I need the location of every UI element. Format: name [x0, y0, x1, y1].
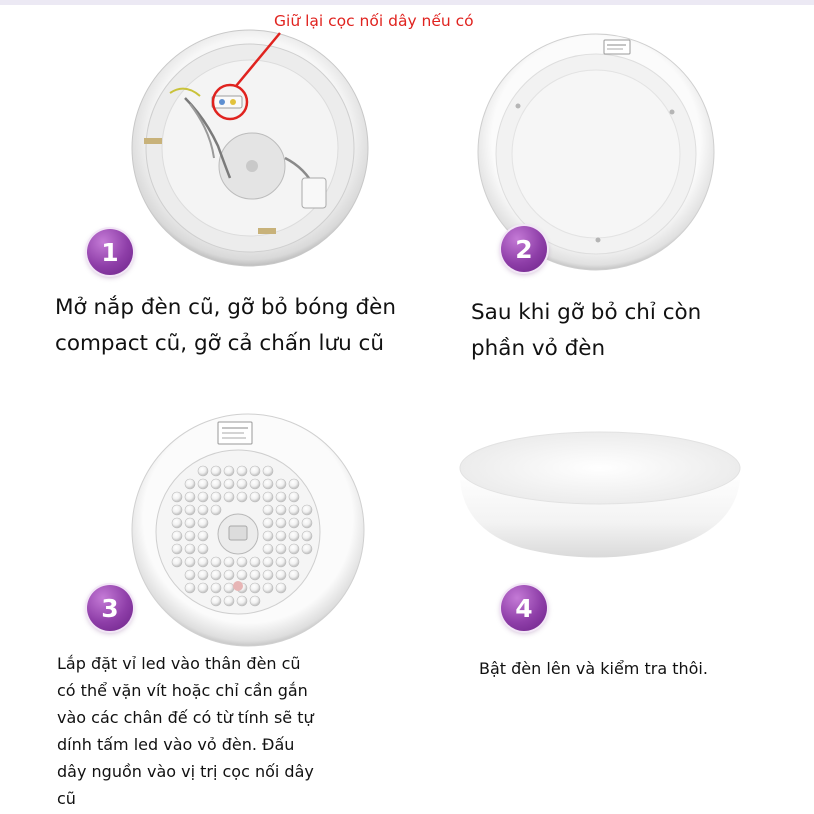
led-chip [302, 544, 312, 554]
led-chip [302, 518, 312, 528]
led-chip [172, 557, 182, 567]
step-3-line-4: dính tấm led vào vỏ đèn. Đấu [57, 735, 295, 754]
led-chip [185, 531, 195, 541]
led-chip [263, 531, 273, 541]
led-chip [185, 492, 195, 502]
led-chip [224, 479, 234, 489]
led-chip [276, 544, 286, 554]
led-chip [250, 583, 260, 593]
led-chip [211, 557, 221, 567]
led-chip [198, 479, 208, 489]
led-chip [250, 570, 260, 580]
led-chip [276, 518, 286, 528]
led-chip [185, 570, 195, 580]
step-2-line-1: Sau khi gỡ bỏ chỉ còn [471, 300, 702, 325]
led-chip [198, 492, 208, 502]
old-lamp-opened-image [130, 18, 380, 288]
led-chip [302, 505, 312, 515]
led-chip [172, 492, 182, 502]
led-chip [276, 557, 286, 567]
step-4-badge: 4 [501, 585, 547, 631]
step-2-line-2: phần vỏ đèn [471, 336, 606, 361]
led-chip [198, 505, 208, 515]
led-chip [185, 479, 195, 489]
led-chip [289, 557, 299, 567]
led-chip [198, 583, 208, 593]
led-chip [198, 544, 208, 554]
led-chip [211, 492, 221, 502]
led-chip [263, 479, 273, 489]
led-module-installed-image [126, 408, 376, 658]
led-chip [289, 570, 299, 580]
led-chip [263, 570, 273, 580]
led-chip [276, 570, 286, 580]
led-chip [237, 479, 247, 489]
led-chip [263, 557, 273, 567]
led-chip [185, 583, 195, 593]
led-chip [250, 596, 260, 606]
step-2-caption [471, 295, 701, 367]
top-strip [0, 0, 814, 5]
step-1-badge: 1 [87, 229, 133, 275]
led-chip [211, 479, 221, 489]
led-chip [263, 492, 273, 502]
led-chip [185, 505, 195, 515]
led-chip [289, 479, 299, 489]
step-1-line-2: compact cũ, gỡ cả chấn lưu cũ [55, 331, 384, 356]
led-chip [198, 518, 208, 528]
led-chip [185, 518, 195, 528]
led-chip [172, 544, 182, 554]
led-chip [211, 583, 221, 593]
led-chip [211, 466, 221, 476]
step-3-line-3: vào các chân đế có từ tính sẽ tự [57, 708, 314, 727]
wire-connector-note: Giữ lại cọc nối dây nếu có [274, 12, 474, 30]
led-chip [289, 505, 299, 515]
led-chip [263, 518, 273, 528]
led-chip [289, 531, 299, 541]
led-chip [263, 505, 273, 515]
led-chip [276, 479, 286, 489]
led-chip [211, 570, 221, 580]
led-chip [198, 557, 208, 567]
led-chip [276, 531, 286, 541]
step-3-caption [57, 650, 314, 812]
finished-ceiling-lamp-image [452, 420, 752, 570]
led-chip [224, 583, 234, 593]
led-chip [172, 505, 182, 515]
step-1-line-1: Mở nắp đèn cũ, gỡ bỏ bóng đèn [55, 295, 396, 320]
led-chip [198, 570, 208, 580]
led-chip [289, 518, 299, 528]
led-chip [185, 544, 195, 554]
step-3-line-1: Lắp đặt vỉ led vào thân đèn cũ [57, 654, 301, 673]
step-3-badge: 3 [87, 585, 133, 631]
step-3-line-6: cũ [57, 789, 76, 808]
led-chip [211, 596, 221, 606]
led-chip [263, 544, 273, 554]
led-chip [224, 570, 234, 580]
led-chip [237, 570, 247, 580]
step-3-line-5: dây nguồn vào vị trị cọc nối dây [57, 762, 314, 781]
led-chip [250, 557, 260, 567]
step-2-badge: 2 [501, 226, 547, 272]
led-chip [302, 531, 312, 541]
led-chip [276, 583, 286, 593]
led-chip [224, 492, 234, 502]
led-chip [276, 492, 286, 502]
led-chip [237, 557, 247, 567]
step-4-line-1: Bật đèn lên và kiểm tra thôi. [479, 659, 708, 678]
led-chip [276, 505, 286, 515]
led-chip [172, 518, 182, 528]
led-chip [224, 557, 234, 567]
led-chip [237, 466, 247, 476]
led-chip [198, 531, 208, 541]
led-chip [237, 492, 247, 502]
led-chip [250, 479, 260, 489]
step-3-line-2: có thể vặn vít hoặc chỉ cần gắn [57, 681, 308, 700]
led-chip [211, 505, 221, 515]
led-chip [263, 466, 273, 476]
step-4-caption [479, 655, 708, 682]
led-chip [224, 596, 234, 606]
led-chip [289, 544, 299, 554]
led-chip [185, 557, 195, 567]
led-chip [289, 492, 299, 502]
led-chip [198, 466, 208, 476]
led-chip [224, 466, 234, 476]
led-chip [237, 596, 247, 606]
step-1-caption [55, 290, 396, 362]
led-chip [250, 466, 260, 476]
led-chip [263, 583, 273, 593]
led-chip [250, 492, 260, 502]
led-chip [172, 531, 182, 541]
